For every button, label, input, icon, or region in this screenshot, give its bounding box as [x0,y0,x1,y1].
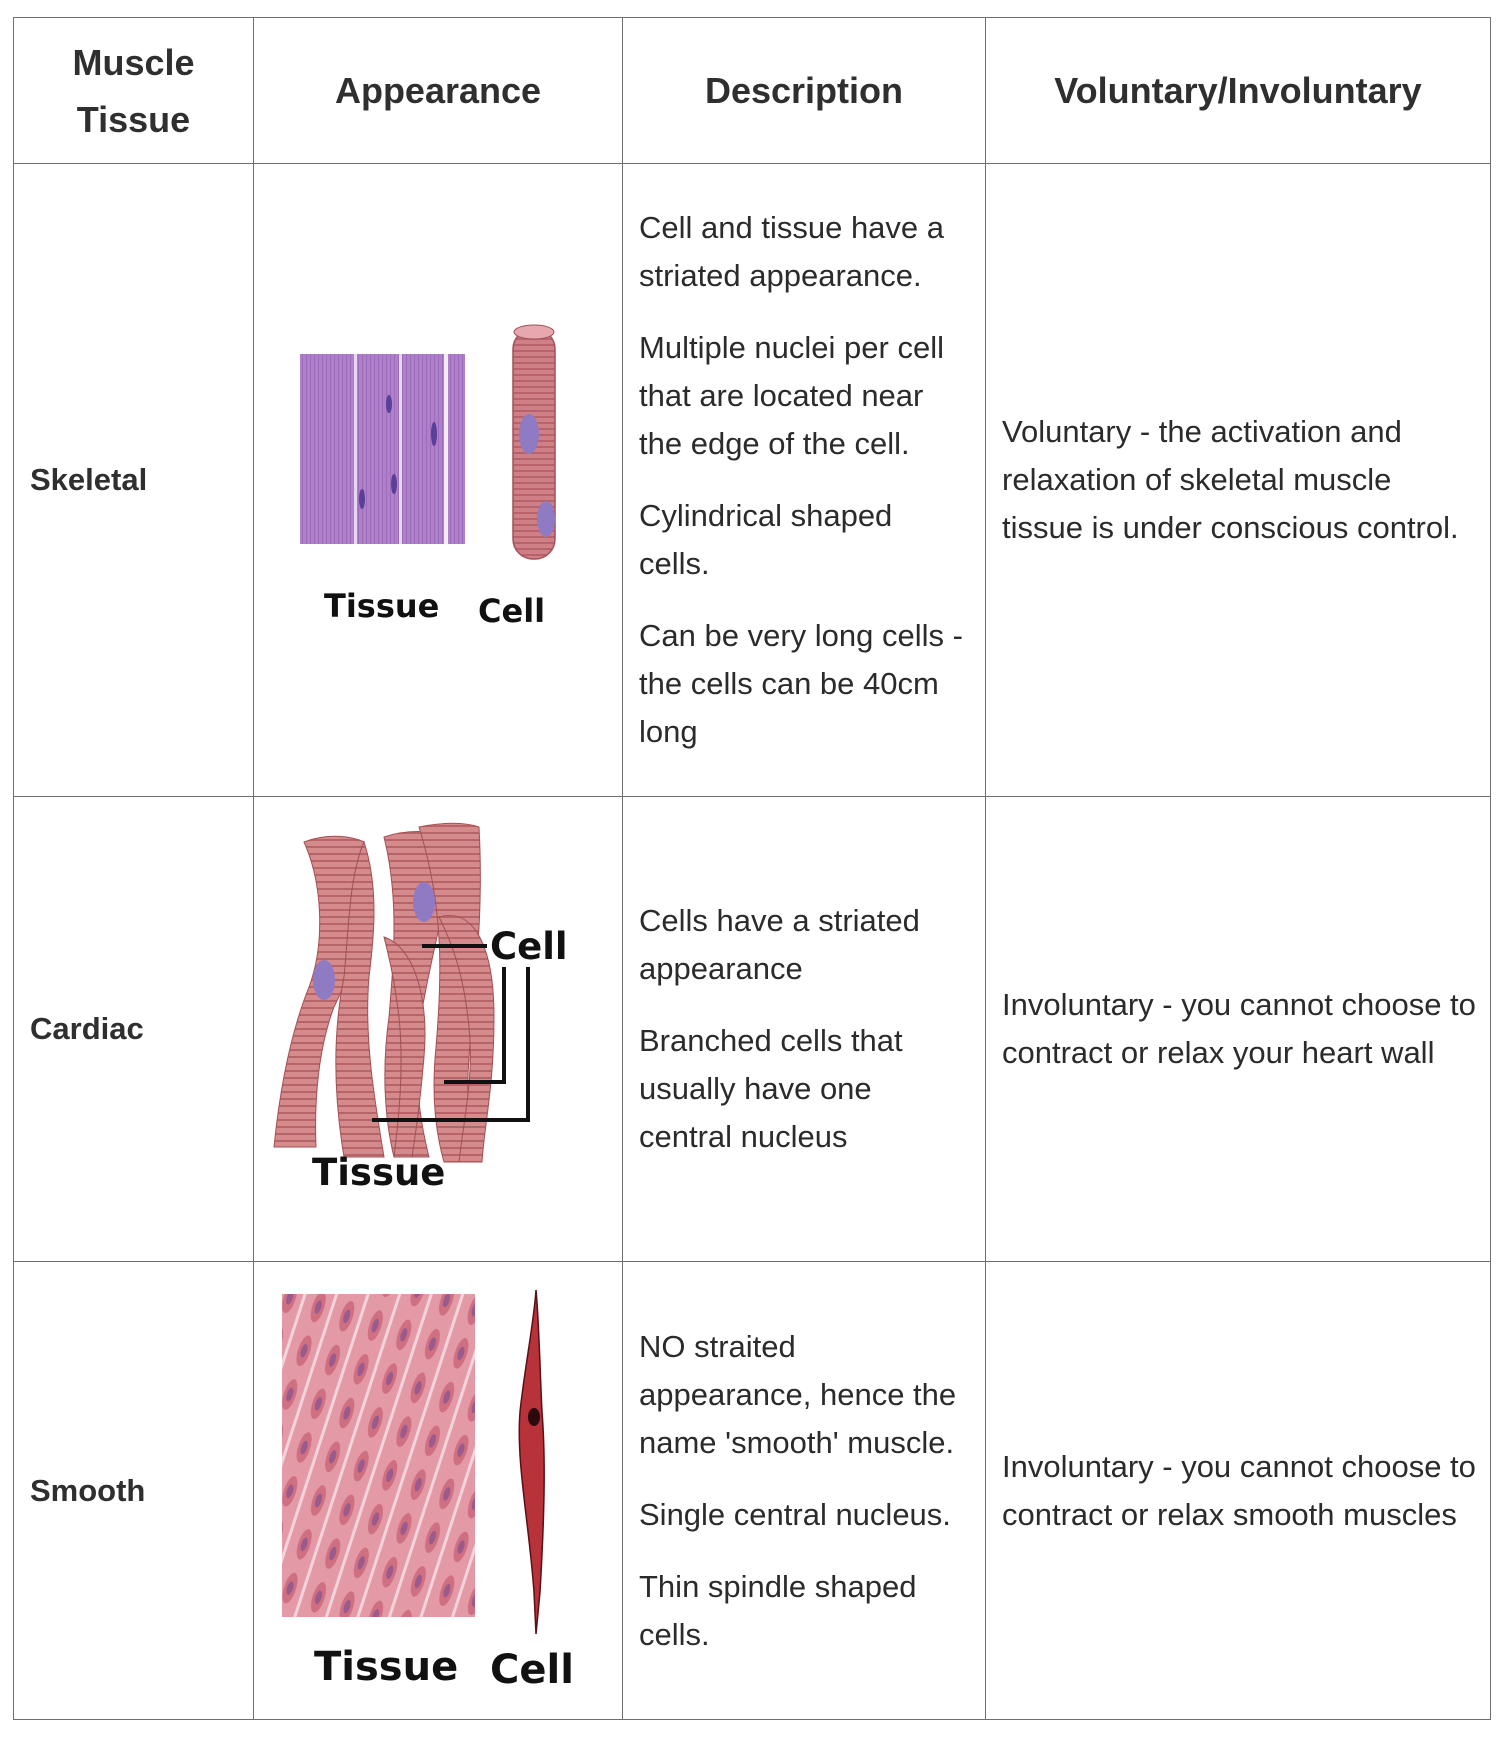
cardiac-tissue-image [274,823,494,1162]
skeletal-muscle-illustration [254,164,623,797]
header-muscle-tissue: Muscle Tissue [14,18,254,164]
skeletal-cell-image [513,325,555,559]
table-row-skeletal [14,164,1491,797]
cardiac-cell-label: Cell [490,925,568,968]
skeletal-tissue-label: Tissue [324,587,440,625]
header-row [14,18,1491,164]
description-item: NO straited appearance, hence the name 'smooth' muscle. [639,1328,957,1460]
appearance-skeletal [254,164,623,797]
description-item: Cells have a striated appearance [639,903,920,986]
cardiac-nucleus [413,882,435,922]
description-item: Multiple nuclei per cell that are located near the edge of the cell. [639,330,944,461]
cardiac-muscle-illustration [254,797,623,1262]
voluntary-smooth: Involuntary - you cannot choose to contract or relax smooth muscles [986,1262,1491,1720]
description-item: Branched cells that usually have one central nucleus [639,1023,903,1154]
smooth-muscle-illustration [254,1262,623,1720]
header-voluntary-involuntary: Voluntary/Involuntary [986,18,1491,164]
appearance-smooth [254,1262,623,1720]
header-appearance: Appearance [254,18,623,164]
description-cardiac [623,797,986,1262]
description-skeletal [623,164,986,797]
voluntary-cardiac: Involuntary - you cannot choose to contract or relax your heart wall [986,797,1491,1262]
table-row-smooth [14,1262,1491,1720]
table-row-cardiac [14,797,1491,1262]
description-item: Thin spindle shaped cells. [639,1568,917,1652]
description-item: Cell and tissue have a striated appearance. [639,210,945,293]
smooth-tissue-image [282,1294,475,1617]
appearance-cardiac [254,797,623,1262]
tissue-name-cardiac: Cardiac [14,797,254,1262]
tissue-name-smooth: Smooth [14,1262,254,1720]
cardiac-nucleus [313,960,335,1000]
cardiac-tissue-label: Tissue [312,1151,446,1194]
description-item: Can be very long cells - the cells can be 40cm long [639,618,963,749]
header-description: Description [623,18,986,164]
smooth-tissue-label: Tissue [314,1644,459,1690]
description-item: Cylindrical shaped cells. [639,498,893,581]
skeletal-cell-label: Cell [478,592,546,630]
smooth-nucleus [528,1408,540,1426]
smooth-cell-image [519,1290,544,1634]
voluntary-skeletal: Voluntary - the activation and relaxation of skeletal muscle tissue is under conscious control. [986,164,1491,797]
tissue-name-skeletal: Skeletal [14,164,254,797]
smooth-cell-label: Cell [490,1647,574,1693]
description-smooth [623,1262,986,1720]
skeletal-tissue-image [300,354,465,544]
description-item: Single central nucleus. [639,1496,951,1532]
muscle-tissue-table [13,17,1491,1720]
